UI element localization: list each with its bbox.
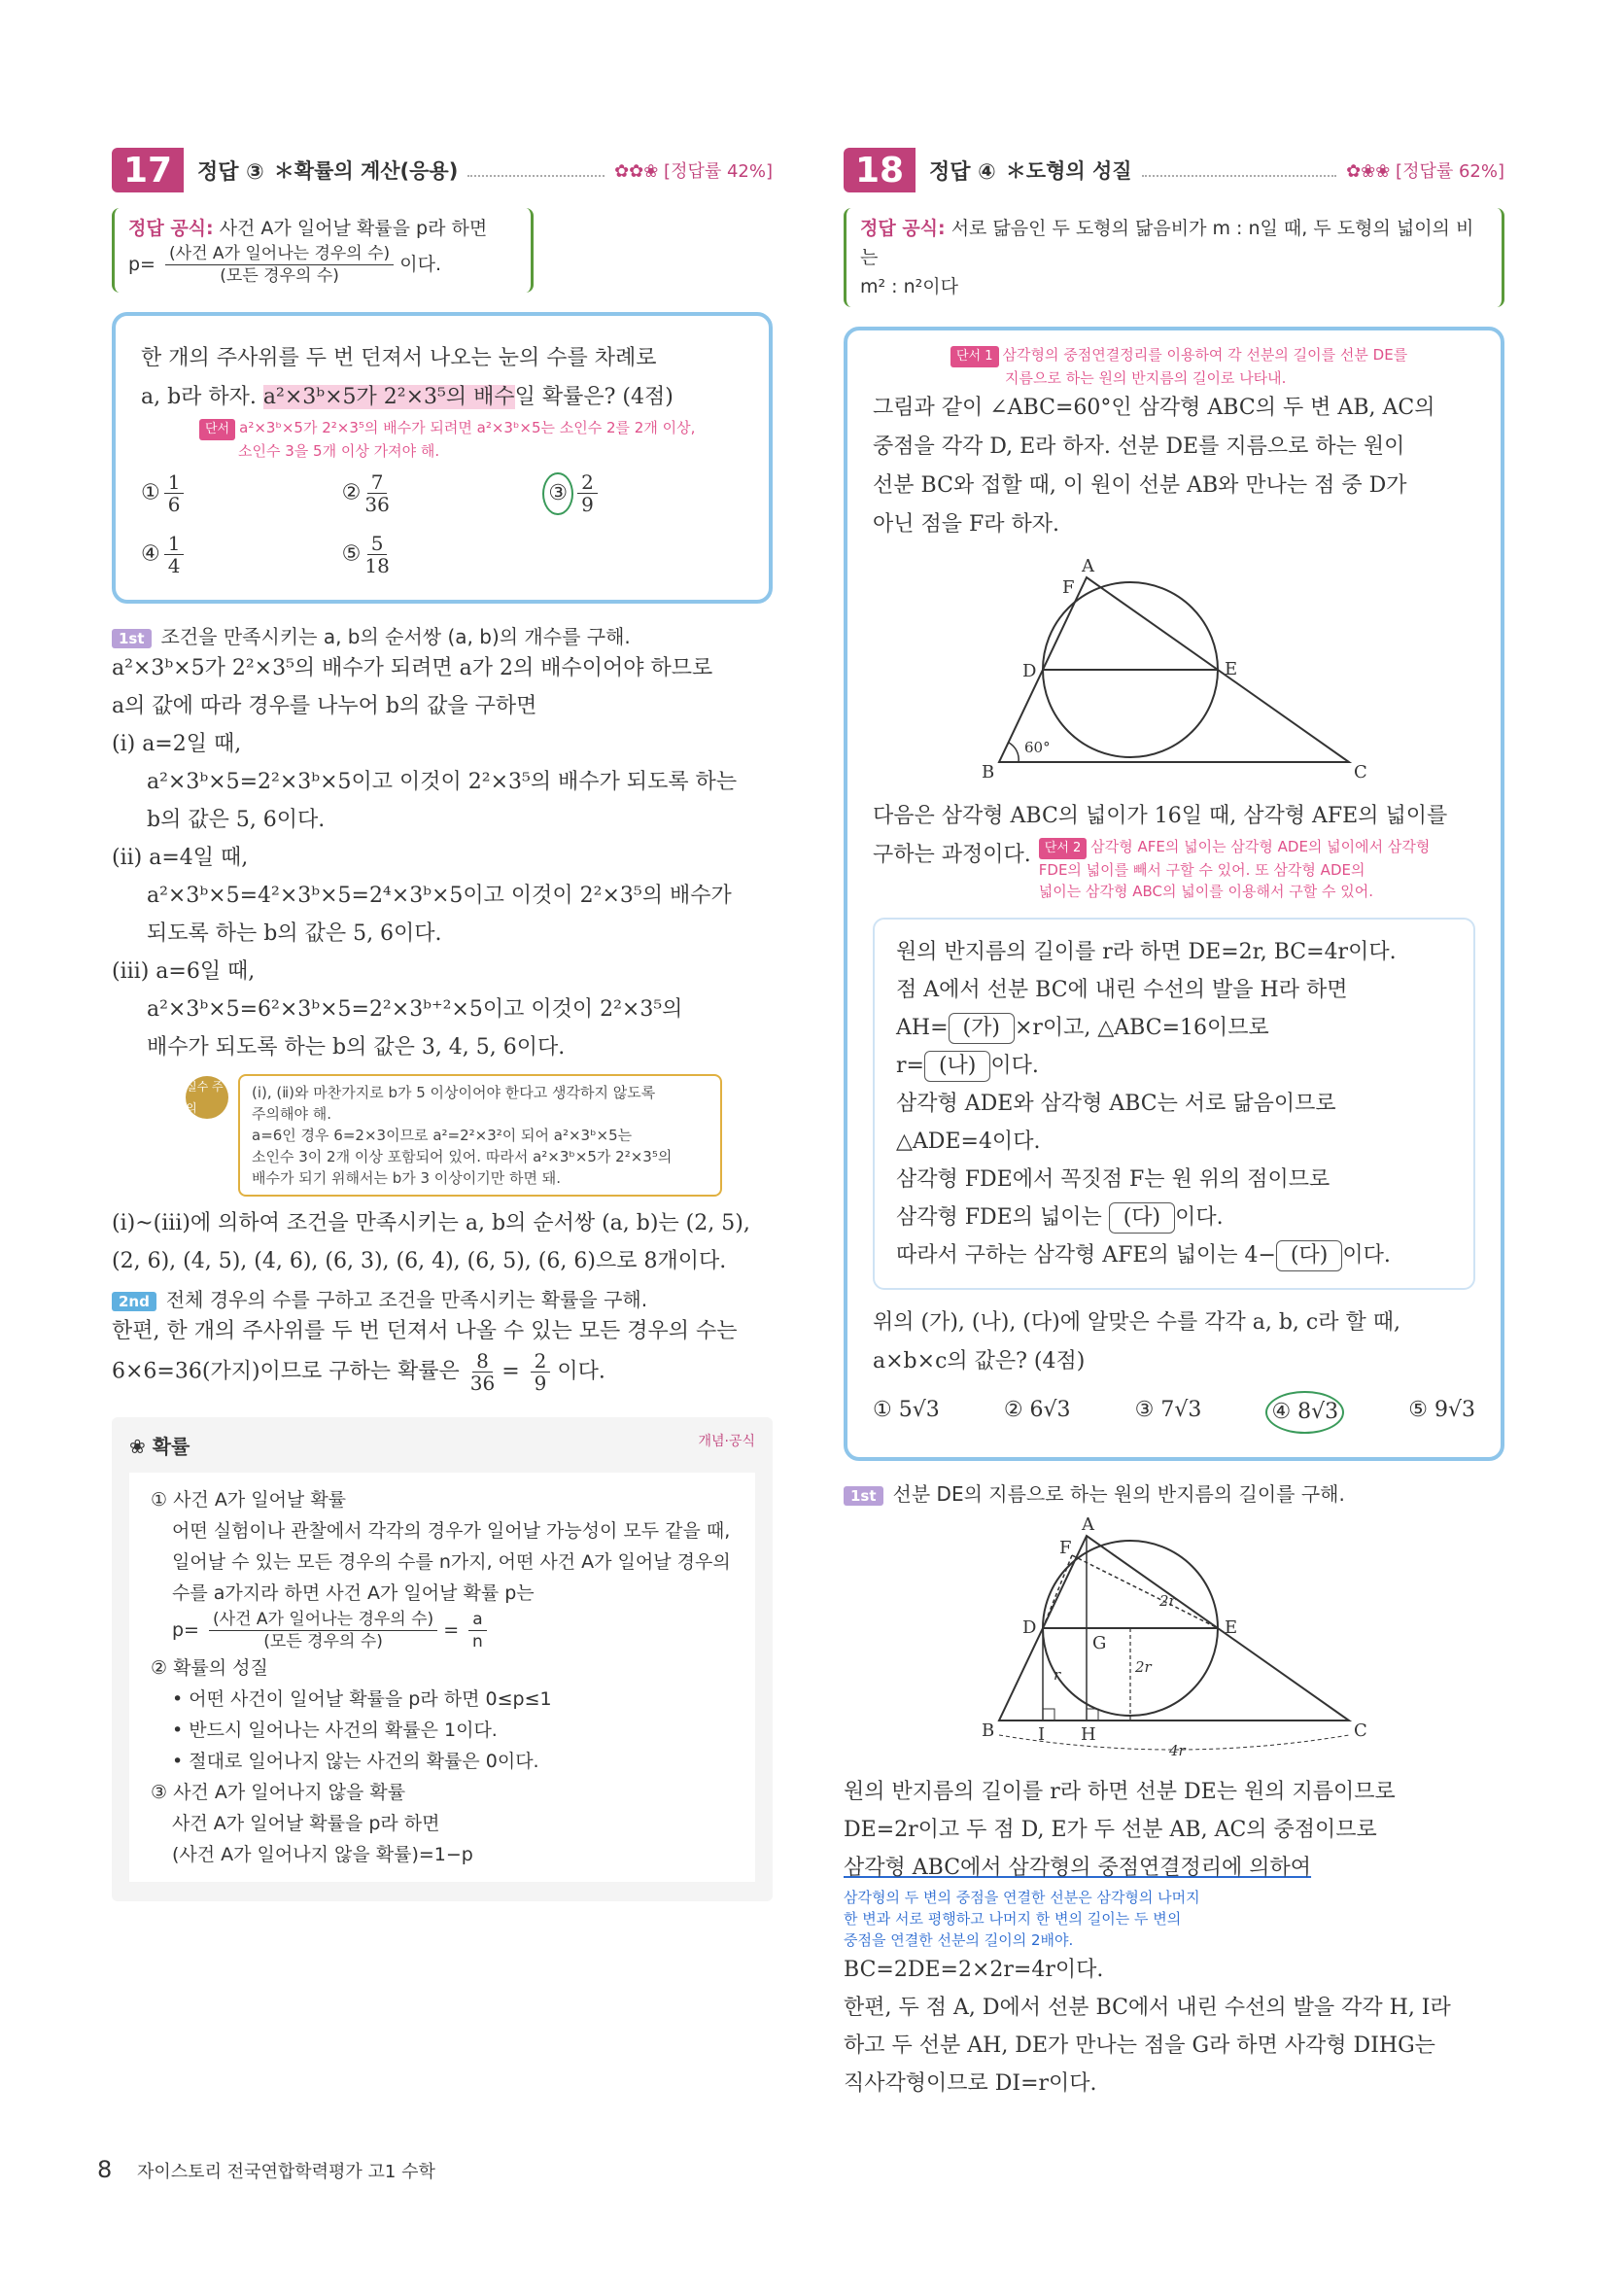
concept-tag: 개념·공식 [698, 1434, 755, 1449]
question-line: a×b×c의 값은? (4점) [873, 1349, 1086, 1373]
problem2-text: 구하는 과정이다. [873, 843, 1031, 867]
sol-line: 배수가 되도록 하는 b의 값은 3, 4, 5, 6이다. [147, 1035, 566, 1060]
label-D: D [1022, 1617, 1037, 1638]
sol-line: (ⅱ) a=4일 때, [112, 846, 249, 870]
sol-line-final [112, 1350, 773, 1394]
problem-text: a, b라 하자. [141, 385, 263, 409]
note-line: 중점을 연결한 선분의 길이의 2배야. [844, 1931, 1074, 1949]
concept-line: 수를 a가지라 하면 사건 A가 일어날 확률 p는 [172, 1582, 535, 1604]
formula-fraction [165, 243, 394, 287]
q17-number: 17 [112, 148, 184, 192]
process-text: 따라서 구하는 삼각형 AFE의 넓이는 4− [896, 1243, 1276, 1268]
q18-rate: ✿❀❀ [정답률 62%] [1346, 161, 1504, 182]
process-text: 이다. [990, 1054, 1039, 1078]
choice-5[interactable] [342, 533, 543, 576]
q18-number: 18 [844, 148, 916, 192]
sol-line: a²×3ᵇ×5=6²×3ᵇ×5=2²×3ᵇ⁺²×5이고 이것이 2²×3⁵의 [147, 997, 683, 1022]
label-A: A [1082, 1516, 1094, 1535]
sol-line: b의 값은 5, 6이다. [147, 808, 326, 832]
q18-step1 [844, 1478, 1504, 1507]
formula-num: (사건 A가 일어나는 경우의 수) [165, 243, 394, 265]
choice-num: 2 [577, 471, 598, 494]
sol-line: (ⅲ) a=6일 때, [112, 959, 256, 984]
concept-line: • 어떤 사건이 일어날 확률을 p라 하면 0≤p≤1 [172, 1688, 552, 1710]
label-angle: 60° [1024, 739, 1051, 756]
choice-1[interactable]: ① 5√3 [873, 1398, 940, 1422]
process-line-final [896, 1236, 1452, 1274]
label-2r-side: 2r [1135, 1658, 1152, 1676]
hint-text: 삼각형 AFE의 넓이는 삼각형 ADE의 넓이에서 삼각형 [1090, 838, 1431, 855]
concept-line: 일어날 수 있는 모든 경우의 수를 n가지, 어떤 사건 A가 일어날 경우의 [172, 1551, 731, 1573]
page-footer [97, 2156, 435, 2183]
formula-text: m² : n²이다 [860, 276, 958, 297]
choice-label: ④ [141, 541, 160, 567]
q18-header [844, 146, 1504, 194]
sol-line: a²×3ᵇ×5=4²×3ᵇ×5=2⁴×3ᵇ×5이고 이것이 2²×3⁵의 배수가 [147, 884, 732, 908]
frac-num: 8 [472, 1350, 493, 1373]
concept-formula [172, 1609, 734, 1652]
q18-choices [873, 1391, 1475, 1434]
concept-line: ③ 사건 A가 일어나지 않을 확률 [151, 1782, 406, 1803]
note-line: a=6인 경우 6=2×3이므로 a²=2²×3²이 되어 a²×3ᵇ×5는 [252, 1127, 633, 1144]
q18-midpoint-note [844, 1887, 1504, 1951]
q18-formula [844, 208, 1504, 307]
process-line-na [896, 1047, 1452, 1085]
choice-num: 1 [164, 471, 185, 494]
hint-text: 지름으로 하는 원의 반지름의 길이로 나타내. [1005, 369, 1287, 387]
sol-line: 한편, 한 개의 주사위를 두 번 던져서 나올 수 있는 모든 경우의 수는 [112, 1319, 738, 1343]
choice-den: 4 [167, 554, 181, 577]
note-line: 삼각형의 두 변의 중점을 연결한 선분은 삼각형의 나머지 [844, 1889, 1200, 1906]
note-line: 주의해야 해. [252, 1105, 331, 1123]
hint-text: FDE의 넓이를 빼서 구할 수 있어. 또 삼각형 ADE의 [1038, 861, 1365, 879]
question-line: 위의 (가), (나), (다)에 알맞은 수를 각각 a, b, c라 할 때, [873, 1310, 1400, 1335]
sol-line: 하고 두 선분 AH, DE가 만나는 점을 G라 하면 사각형 DIHG는 [844, 2033, 1435, 2058]
step-text: 전체 경우의 수를 구하고 조건을 만족시키는 확률을 구해. [165, 1288, 648, 1311]
problem2 [873, 797, 1475, 836]
q17-solution-2 [112, 1204, 773, 1280]
blank-da: (다) [1276, 1240, 1342, 1271]
step-text: 조건을 만족시키는 a, b의 순서쌍 (a, b)의 개수를 구해. [160, 625, 631, 648]
formula-label: 정답 공식: [860, 218, 946, 239]
sol-line: DE=2r이고 두 점 D, E가 두 선분 AB, AC의 중점이므로 [844, 1818, 1377, 1842]
problem-line: 선분 BC와 접할 때, 이 원이 선분 AB와 만나는 점 중 D가 [873, 473, 1407, 498]
frac-num: 2 [531, 1350, 551, 1373]
formula-text: 사건 A가 일어날 확률을 p라 하면 [219, 218, 488, 239]
concept-title: ❀ 확률 [129, 1435, 190, 1458]
label-B: B [982, 1720, 995, 1741]
triangle-figure-1 [970, 558, 1378, 791]
q17-choices [141, 471, 743, 576]
process-text: 삼각형 FDE의 넓이는 [896, 1205, 1109, 1230]
footer-text: 자이스토리 전국연합학력평가 고1 수학 [137, 2162, 435, 2182]
process-line: 원의 반지름의 길이를 r라 하면 DE=2r, BC=4r이다. [896, 940, 1397, 964]
q18-hint2 [1039, 836, 1431, 902]
hint-text1: a²×3ᵇ×5가 2²×3⁵의 배수가 되려면 a²×3ᵇ×5는 소인수 2를 2개 이상, [239, 419, 696, 436]
sol-line: a의 값에 따라 경우를 나누어 b의 값을 구하면 [112, 694, 537, 718]
process-text: AH= [896, 1016, 949, 1040]
note-line: 소인수 3이 2개 이상 포함되어 있어. 따라서 a²×3ᵇ×5가 2²×3⁵의 [252, 1148, 673, 1165]
q18-answer: 정답 ④ [929, 159, 996, 185]
process-line-da [896, 1199, 1452, 1236]
q18-solution-2 [844, 1951, 1504, 2103]
process-line: △ADE=4이다. [896, 1130, 1041, 1154]
concept-line: • 절대로 일어나지 않는 사건의 확률은 0이다. [172, 1751, 539, 1772]
formula-end: 이다. [399, 254, 441, 275]
choice-den: 18 [364, 554, 390, 577]
dotted-leader [467, 163, 605, 177]
label-D: D [1022, 661, 1037, 681]
q17-step1 [112, 621, 773, 649]
sol-end: 이다. [557, 1359, 605, 1384]
q17-topic: ＊확률의 계산(응용) [273, 159, 459, 183]
formula-den: (모든 경우의 수) [220, 266, 339, 286]
hint-text: 삼각형의 중점연결정리를 이용하여 각 선분의 길이를 선분 DE를 [1002, 346, 1408, 364]
note-line: 배수가 되기 위해서는 b가 3 이상이기만 하면 돼. [252, 1169, 562, 1187]
concept-p: p= [172, 1619, 199, 1641]
sol-line: a²×3ᵇ×5=2²×3ᵇ×5이고 이것이 2²×3⁵의 배수가 되도록 하는 [147, 770, 738, 794]
choice-4-circled[interactable]: ④ 8√3 [1265, 1391, 1344, 1434]
problem-line: 그림과 같이 ∠ABC=60°인 삼각형 ABC의 두 변 AB, AC의 [873, 396, 1435, 420]
q17-hint [199, 417, 743, 462]
q17-formula [112, 208, 534, 293]
note-line: (ⅰ), (ⅱ)와 마찬가지로 b가 5 이상이어야 한다고 생각하지 않도록 [252, 1084, 656, 1101]
blank-na: (나) [924, 1051, 990, 1082]
choice-den: 6 [167, 493, 181, 516]
label-G: G [1092, 1633, 1107, 1653]
hint-tag: 단서 [199, 419, 235, 440]
q17-step2 [112, 1284, 773, 1312]
choice-den: 9 [581, 493, 594, 516]
problem-line: 아닌 점을 F라 하자. [873, 512, 1060, 537]
concept-line: 어떤 실험이나 관찰에서 각각의 경우가 일어날 가능성이 모두 같을 때, [172, 1520, 731, 1542]
q18-topic: ＊도형의 성질 [1005, 159, 1132, 183]
problem-highlight: a²×3ᵇ×5가 2²×3⁵의 배수 [262, 385, 515, 409]
label-E: E [1225, 659, 1238, 679]
q17-rate: ✿✿❀ [정답률 42%] [614, 161, 773, 182]
choice-den: 36 [364, 493, 390, 516]
hint-tag: 단서 1 [950, 346, 999, 367]
sol-line: 삼각형 ABC에서 삼각형의 중점연결정리에 의하여 [844, 1856, 1312, 1880]
sol-line: 원의 반지름의 길이를 r라 하면 선분 DE는 원의 지름이므로 [844, 1780, 1396, 1804]
process-line: 점 A에서 선분 BC에 내린 수선의 발을 H라 하면 [896, 978, 1348, 1002]
frac-den: 9 [534, 1372, 547, 1395]
q17-answer: 정답 ③ [197, 159, 264, 185]
hint-text: 넓이는 삼각형 ABC의 넓이를 이용해서 구할 수 있어. [1038, 883, 1373, 900]
label-B: B [982, 762, 995, 782]
sol-line: (2, 6), (4, 5), (4, 6), (6, 3), (6, 4), (6, 5), (6, 6)으로 8개이다. [112, 1249, 727, 1273]
choice-label: ① [141, 480, 160, 505]
sol-line: BC=2DE=2×2r=4r이다. [844, 1958, 1104, 1982]
choice-label: ⑤ [341, 541, 362, 567]
q17-problem-line2 [141, 378, 743, 417]
triangle-figure-2 [970, 1516, 1378, 1759]
choice-num: 1 [164, 533, 185, 555]
q17-header [112, 146, 773, 194]
concept-num: a [468, 1609, 486, 1631]
formula-text: 서로 닮음인 두 도형의 닮음비가 m : n일 때, 두 도형의 넓이의 비는 [860, 218, 1474, 268]
note-line: 한 변과 서로 평행하고 나머지 한 변의 길이는 두 변의 [844, 1910, 1182, 1928]
label-F: F [1059, 1538, 1072, 1558]
q17-solution-3 [112, 1312, 773, 1394]
q18-problem-box [844, 327, 1504, 1461]
step-text: 선분 DE의 지름으로 하는 원의 반지름의 길이를 구해. [892, 1482, 1345, 1506]
sol-line: a²×3ᵇ×5가 2²×3⁵의 배수가 되려면 a가 2의 배수이어야 하므로 [112, 656, 713, 680]
choice-label: ② [341, 480, 362, 505]
choice-2[interactable] [342, 471, 543, 515]
frac-den: 36 [469, 1372, 496, 1395]
process-text: ×r이고, △ABC=16이므로 [1014, 1016, 1269, 1040]
concept-line: ② 확률의 성질 [151, 1657, 268, 1679]
question-17 [112, 146, 773, 1901]
equals: = [443, 1619, 460, 1641]
label-2r-top: 2r [1159, 1592, 1176, 1610]
sol-text: 6×6=36(가지)이므로 구하는 확률은 [112, 1359, 466, 1384]
q18-process-box [873, 918, 1475, 1290]
problem-line: 중점을 각각 D, E라 하자. 선분 DE를 지름으로 하는 원이 [873, 434, 1405, 459]
choice-num: 5 [367, 533, 388, 555]
blank-da: (다) [1109, 1202, 1175, 1234]
label-H: H [1081, 1724, 1096, 1745]
process-text: 이다. [1175, 1205, 1224, 1230]
sol-line: 되도록 하는 b의 값은 5, 6이다. [147, 921, 442, 946]
choice-3[interactable] [542, 471, 743, 515]
concept-den: (모든 경우의 수) [263, 1632, 383, 1651]
label-C: C [1354, 762, 1367, 782]
label-4r: 4r [1169, 1742, 1186, 1759]
blank-ga: (가) [949, 1013, 1015, 1044]
choice-label-circled: ③ [542, 472, 573, 515]
label-E: E [1225, 1617, 1238, 1638]
label-I: I [1038, 1724, 1046, 1745]
page-number: 8 [97, 2156, 113, 2183]
q17-solution [112, 649, 773, 1066]
label-C: C [1354, 1720, 1367, 1741]
dotted-leader [1142, 163, 1337, 177]
label-r: r [1054, 1666, 1061, 1684]
process-text: r= [896, 1054, 924, 1078]
concept-box [112, 1417, 773, 1901]
step-badge: 1st [112, 629, 152, 648]
process-line: 삼각형 FDE에서 꼭짓점 F는 원 위의 점이므로 [896, 1167, 1330, 1192]
sol-line: 한편, 두 점 A, D에서 선분 BC에서 내린 수선의 발을 각각 H, I라 [844, 1996, 1451, 2020]
q18-hint1 [950, 344, 1475, 389]
question-18 [844, 146, 1504, 2103]
concept-line: 사건 A가 일어날 확률을 p라 하면 [172, 1813, 440, 1834]
choice-4[interactable] [141, 533, 342, 576]
sol-line: (ⅰ) a=2일 때, [112, 732, 242, 756]
concept-den: n [472, 1632, 483, 1651]
caution-badge: 실수 주의 [186, 1076, 228, 1119]
hint-text2: 소인수 3을 5개 이상 가져야 해. [238, 442, 440, 460]
choice-num: 7 [367, 471, 388, 494]
choice-5[interactable]: ⑤ 9√3 [1408, 1398, 1475, 1422]
problem-text-end: 일 확률은? (4점) [514, 385, 674, 409]
process-line-ga [896, 1009, 1452, 1047]
q18-solution [844, 1773, 1504, 1887]
step-badge: 1st [844, 1486, 883, 1506]
sol-line: 직사각형이므로 DI=r이다. [844, 2071, 1097, 2096]
step-badge: 2nd [112, 1292, 156, 1311]
sol-line: (ⅰ)~(ⅲ)에 의하여 조건을 만족시키는 a, b의 순서쌍 (a, b)는 (2, 5), [112, 1211, 750, 1235]
label-F: F [1062, 577, 1075, 598]
problem2-text: 다음은 삼각형 ABC의 넓이가 16일 때, 삼각형 AFE의 넓이를 [873, 804, 1448, 828]
label-A: A [1082, 558, 1094, 576]
concept-line: • 반드시 일어나는 사건의 확률은 1이다. [172, 1720, 498, 1741]
problem2-row [873, 836, 1475, 902]
process-text: 이다. [1342, 1243, 1391, 1268]
concept-title-row [129, 1431, 755, 1459]
q17-problem-line1: 한 개의 주사위를 두 번 던져서 나오는 눈의 수를 차례로 [141, 346, 657, 370]
process-line: 삼각형 ADE와 삼각형 ABC는 서로 닮음이므로 [896, 1092, 1336, 1116]
concept-line: (사건 A가 일어나지 않을 확률)=1−p [172, 1844, 473, 1865]
q17-problem-box [112, 312, 773, 604]
q17-caution-note [186, 1074, 722, 1197]
choice-3[interactable]: ③ 7√3 [1134, 1398, 1202, 1422]
concept-line: ① 사건 A가 일어날 확률 [151, 1489, 347, 1511]
choice-2[interactable]: ② 6√3 [1003, 1398, 1071, 1422]
concept-body [129, 1473, 755, 1882]
formula-p: p= [128, 254, 155, 275]
concept-num: (사건 A가 일어나는 경우의 수) [209, 1609, 437, 1631]
hint-tag: 단서 2 [1039, 838, 1088, 859]
choice-1[interactable] [141, 471, 342, 515]
formula-label: 정답 공식: [128, 218, 214, 239]
equals: = [501, 1359, 520, 1384]
